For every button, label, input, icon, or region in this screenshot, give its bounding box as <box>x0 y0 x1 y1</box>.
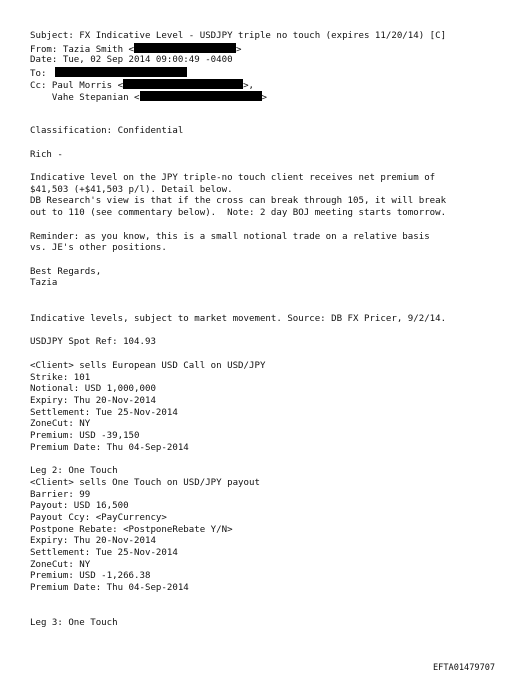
leg2-line: Payout: USD 16,500 <box>30 501 129 511</box>
leg2-line: Premium: USD -1,266.38 <box>30 571 151 581</box>
signoff-line: Best Regards, <box>30 267 102 277</box>
date-line: Date: Tue, 02 Sep 2014 09:00:49 -0400 <box>30 55 233 65</box>
leg2-line: ZoneCut: NY <box>30 560 91 570</box>
redaction-block <box>140 91 262 101</box>
leg2-line: Barrier: 99 <box>30 490 91 500</box>
leg2-line: Expiry: Thu 20-Nov-2014 <box>30 536 156 546</box>
body-line: out to 110 (see commentary below). Note: 2 day BOJ meeting starts tomorrow. <box>30 208 447 218</box>
leg1-line: ZoneCut: NY <box>30 419 91 429</box>
classification-line: Classification: Confidential <box>30 126 184 136</box>
leg1-line: Settlement: Tue 25-Nov-2014 <box>30 408 178 418</box>
redaction-block <box>134 43 236 53</box>
reminder-line: vs. JE's other positions. <box>30 243 167 253</box>
body-line: $41,503 (+$41,503 p/l). Detail below. <box>30 185 233 195</box>
greeting-line: Rich - <box>30 150 63 160</box>
document-id: EFTA01479707 <box>433 663 496 673</box>
indicative-line: Indicative levels, subject to market movement. Source: DB FX Pricer, 9/2/14. <box>30 314 447 324</box>
leg1-line: <Client> sells European USD Call on USD/JPY <box>30 361 266 371</box>
leg2-line: Settlement: Tue 25-Nov-2014 <box>30 548 178 558</box>
signature-line: Tazia <box>30 278 58 288</box>
from-suffix: > <box>236 45 242 55</box>
cc-suffix: >, <box>243 81 255 91</box>
leg2-line: Payout Ccy: <PayCurrency> <box>30 513 167 523</box>
leg1-line: Notional: USD 1,000,000 <box>30 384 156 394</box>
cc2-label: Vahe Stepanian < <box>30 93 140 103</box>
leg3-line: Leg 3: One Touch <box>30 618 118 628</box>
leg1-line: Expiry: Thu 20-Nov-2014 <box>30 396 156 406</box>
from-label: From: Tazia Smith < <box>30 45 135 55</box>
spot-ref-line: USDJPY Spot Ref: 104.93 <box>30 337 156 347</box>
body-line: Indicative level on the JPY triple-no touch client receives net premium of <box>30 173 436 183</box>
leg1-line: Strike: 101 <box>30 373 91 383</box>
reminder-line: Reminder: as you know, this is a small notional trade on a relative basis <box>30 232 430 242</box>
subject-line: Subject: FX Indicative Level - USDJPY triple no touch (expires 11/20/14) [C] <box>30 31 447 41</box>
leg2-line: Leg 2: One Touch <box>30 466 118 476</box>
cc2-line <box>30 91 267 105</box>
cc-label: Cc: Paul Morris < <box>30 81 124 91</box>
to-label: To: <box>30 69 52 79</box>
leg1-line: Premium Date: Thu 04-Sep-2014 <box>30 443 189 453</box>
leg1-line: Premium: USD -39,150 <box>30 431 140 441</box>
redaction-block <box>55 67 187 77</box>
cc2-suffix: > <box>261 93 267 103</box>
redaction-block <box>123 79 243 89</box>
leg2-line: Premium Date: Thu 04-Sep-2014 <box>30 583 189 593</box>
body-line: DB Research's view is that if the cross can break through 105, it will break <box>30 196 447 206</box>
leg2-line: <Client> sells One Touch on USD/JPY payout <box>30 478 260 488</box>
leg2-line: Postpone Rebate: <PostponeRebate Y/N> <box>30 525 233 535</box>
